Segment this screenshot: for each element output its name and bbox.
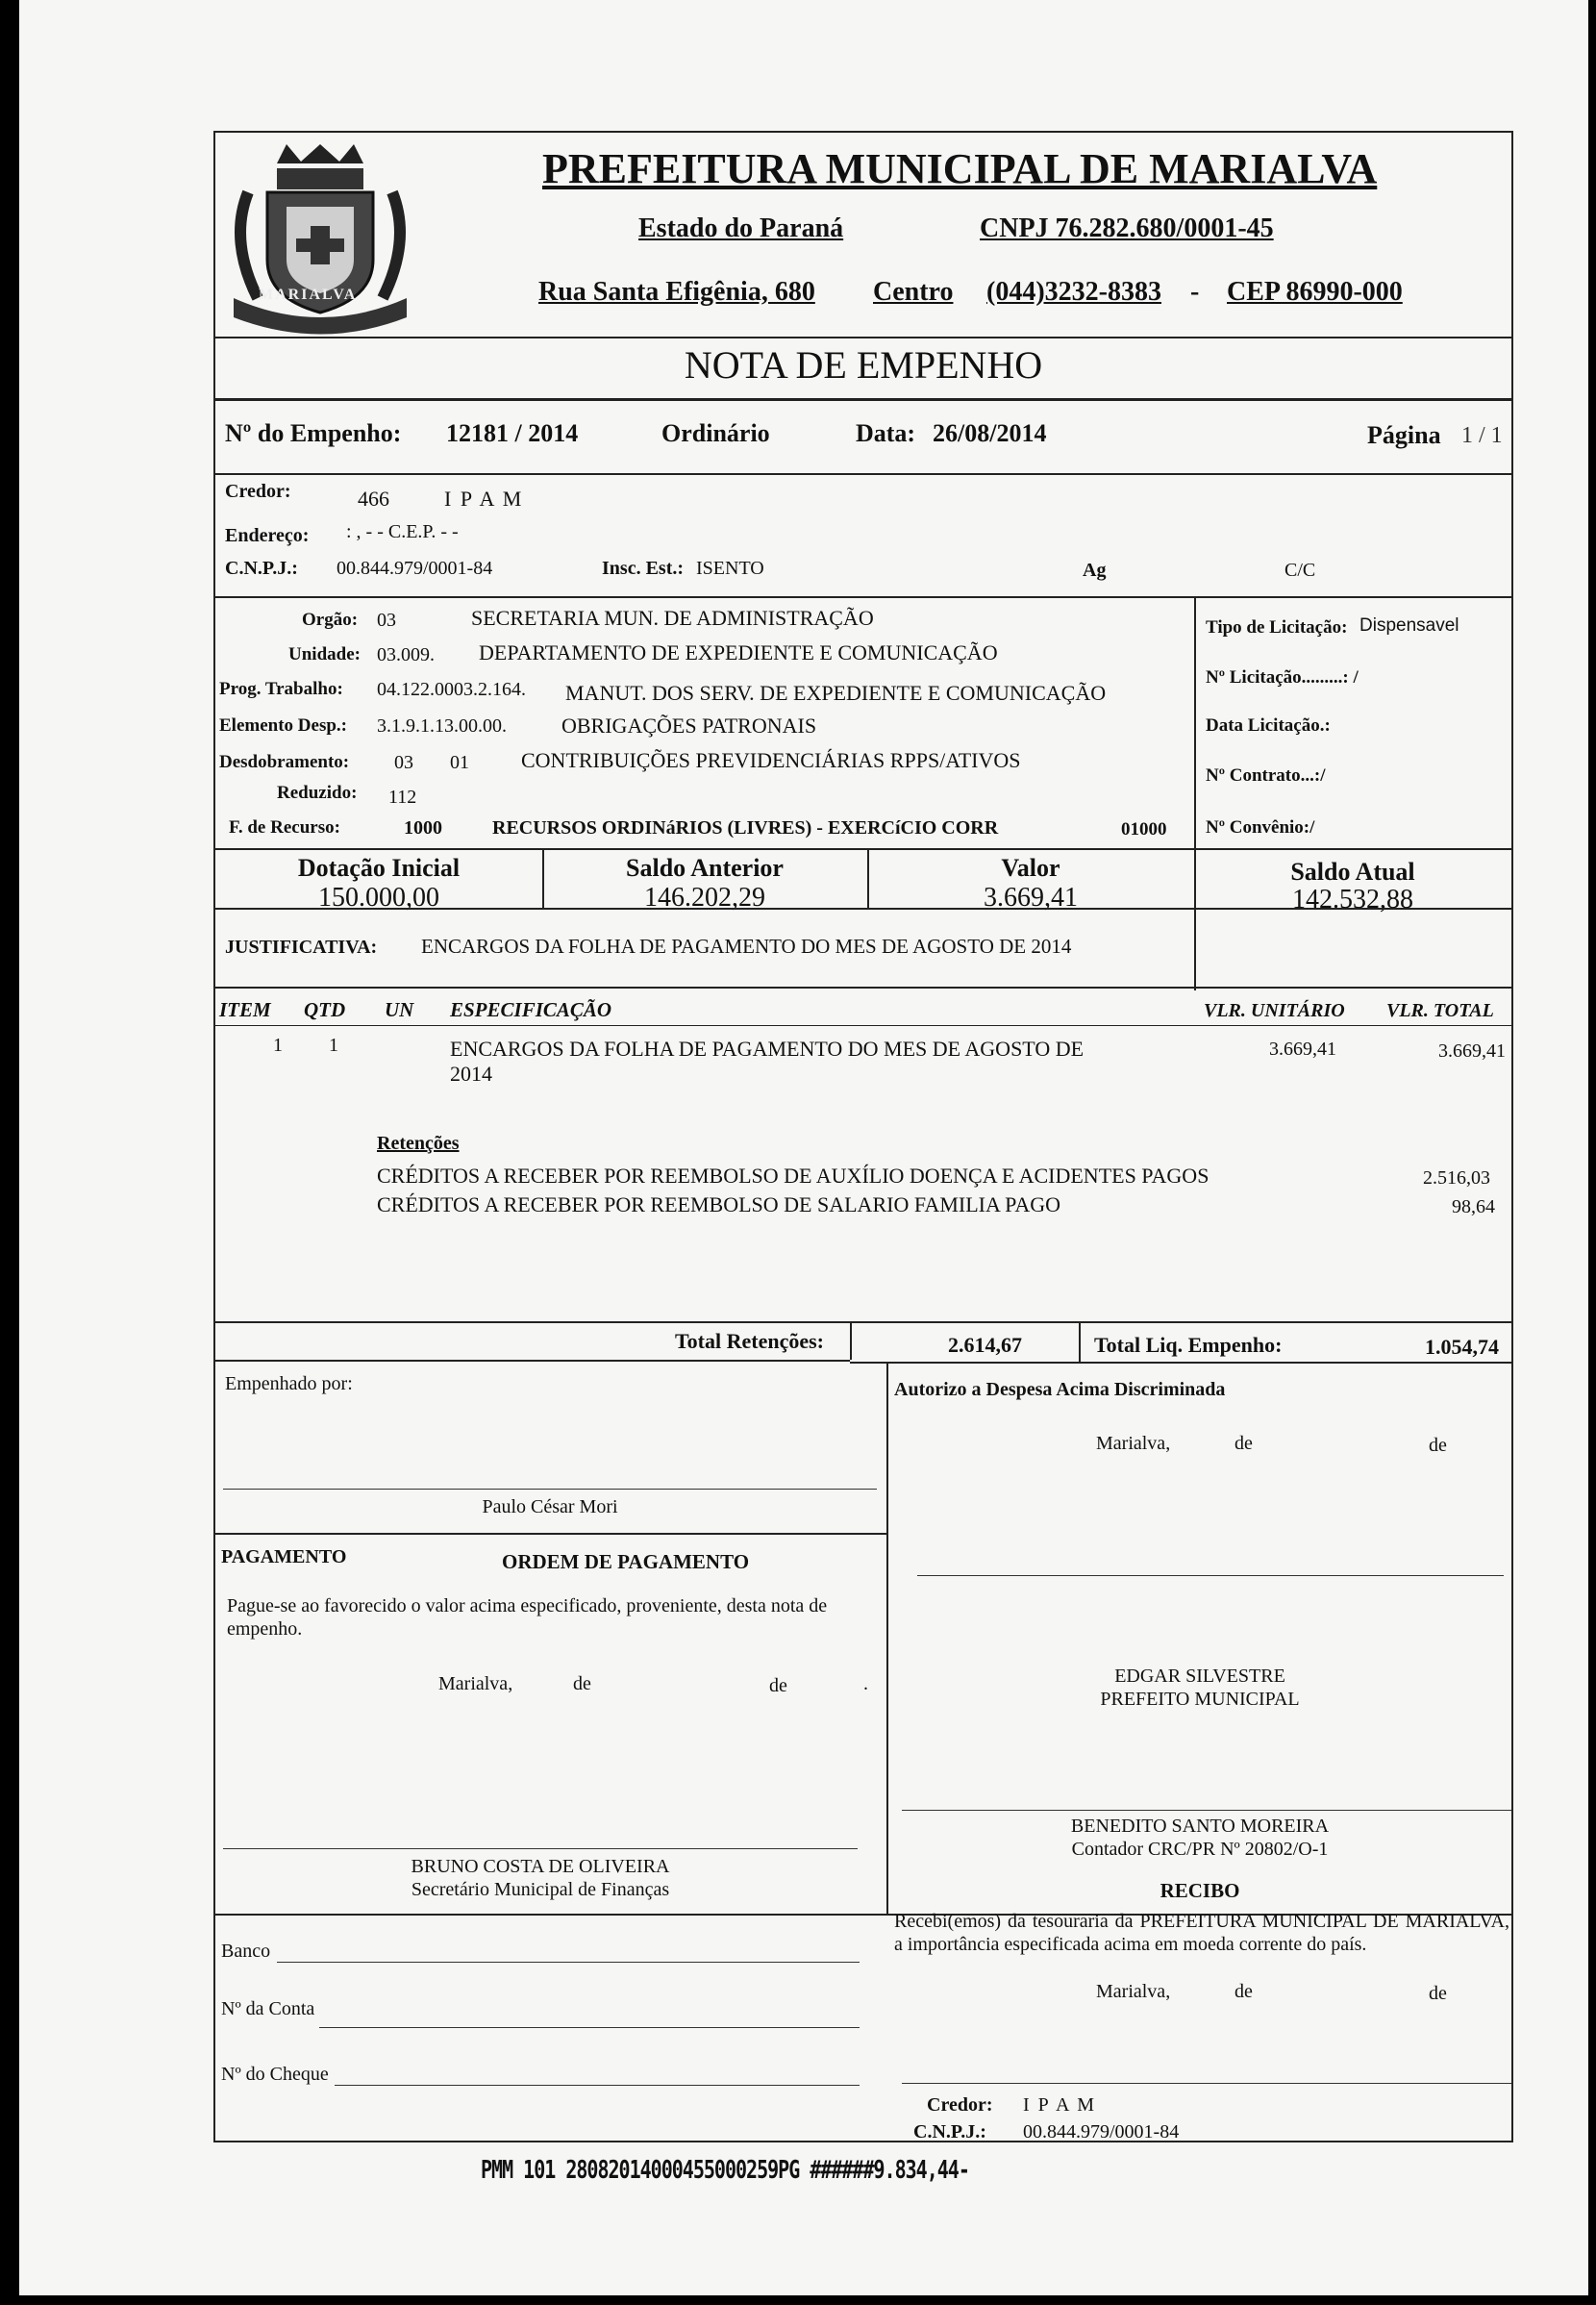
empenho-form — [213, 131, 1513, 2142]
header-state: Estado do Paraná — [638, 213, 844, 243]
header-cep: CEP 86990-000 — [1227, 277, 1403, 307]
autorizo-place: Marialva, — [1096, 1433, 1171, 1454]
rule-total-2 — [1079, 1323, 1081, 1362]
recibo-place: Marialva, — [1096, 1981, 1171, 2002]
licitacao-convenio: Nº Convênio:/ — [1206, 817, 1315, 838]
page-label: Página — [1367, 421, 1441, 449]
rule-total-1 — [850, 1321, 852, 1360]
saldo-atual-label: Saldo Atual — [1290, 858, 1415, 886]
contador-role: Contador CRC/PR Nº 20802/O-1 — [1071, 1839, 1329, 1860]
reduz-label: Reduzido: — [277, 783, 358, 803]
prefeito-name: EDGAR SILVESTRE — [1114, 1666, 1285, 1687]
crest-banner-text: MARIALVA — [259, 287, 358, 303]
desd-name: CONTRIBUIÇÕES PREVIDENCIÁRIAS RPPS/ATIVOS — [521, 748, 1021, 772]
empenhado-name: Paulo César Mori — [482, 1496, 618, 1517]
orgao-name: SECRETARIA MUN. DE ADMINISTRAÇÃO — [471, 606, 874, 630]
retencao-desc-2: CRÉDITOS A RECEBER POR REEMBOLSO DE SALARIO FAMILIA PAGO — [377, 1192, 1061, 1216]
elem-name: OBRIGAÇÕES PATRONAIS — [561, 714, 817, 738]
elem-label: Elemento Desp.: — [219, 715, 347, 736]
conta-field-line — [319, 2027, 860, 2028]
contador-name: BENEDITO SANTO MOREIRA — [1070, 1816, 1330, 1837]
rule-dotacao — [215, 596, 1511, 598]
prefeito-role: PREFEITO MUNICIPAL — [1100, 1689, 1300, 1710]
retencao-desc-1: CRÉDITOS A RECEBER POR REEMBOLSO DE AUXÍLIO DOENÇA E ACIDENTES PAGOS — [377, 1164, 1209, 1188]
rule-credor — [215, 473, 1511, 475]
rule-title — [215, 398, 1511, 401]
ag-label: Ag — [1083, 560, 1107, 581]
desd-label: Desdobramento: — [219, 752, 350, 772]
insc-label: Insc. Est.: — [602, 558, 685, 579]
page-number: 1 / 1 — [1461, 423, 1503, 448]
cheque-field-line — [335, 2085, 860, 2086]
desd-code1: 03 — [394, 752, 413, 773]
cc-label: C/C — [1284, 560, 1316, 581]
address-label: Endereço: — [225, 525, 310, 546]
empenho-type: Ordinário — [661, 419, 770, 447]
conta-label: Nº da Conta — [221, 1998, 315, 2019]
secretario-name: BRUNO COSTA DE OLIVEIRA — [411, 1856, 670, 1877]
credor-label: Credor: — [225, 481, 291, 502]
rule-items-header — [215, 1025, 1511, 1026]
rule-items — [215, 987, 1511, 989]
header-phone: (044)3232-8383 — [986, 277, 1161, 307]
secretario-role: Secretário Municipal de Finanças — [411, 1879, 670, 1900]
rule-justificativa — [215, 908, 1511, 910]
rule-saldos — [215, 848, 1511, 850]
col-spec: ESPECIFICAÇÃO — [450, 998, 612, 1021]
reduz-code: 112 — [388, 787, 417, 808]
empenho-date-label: Data: — [856, 419, 916, 447]
empenhado-signature-line — [223, 1489, 877, 1490]
saldo-anterior: 146.202,29 — [644, 883, 765, 913]
autorizo-de-2: de — [1429, 1435, 1447, 1456]
pagamento-label: PAGAMENTO — [221, 1546, 347, 1567]
item-spec-line1: ENCARGOS DA FOLHA DE PAGAMENTO DO MES DE AGOSTO DE — [450, 1037, 1085, 1061]
empenho-date: 26/08/2014 — [933, 419, 1047, 447]
rule-licitacao-sep — [1194, 596, 1196, 990]
recibo-label: RECIBO — [1160, 1879, 1240, 1902]
retencoes-label: Retenções — [377, 1133, 460, 1154]
banco-label: Banco — [221, 1941, 271, 1962]
credor-cnpj: 00.844.979/0001-84 — [337, 558, 493, 579]
dotacao-inicial: 150.000,00 — [318, 883, 439, 913]
credor-name: I P A M — [444, 487, 524, 511]
licitacao-tipo: Dispensavel — [1359, 615, 1459, 636]
licitacao-data: Data Licitação.: — [1206, 715, 1331, 736]
saldo-atual: 142.532,88 — [1292, 885, 1413, 914]
unidade-name: DEPARTAMENTO DE EXPEDIENTE E COMUNICAÇÃO — [479, 640, 998, 664]
rule-autorizo-top — [850, 1362, 1511, 1364]
scan-border-right — [1588, 0, 1596, 2305]
header-cnpj: CNPJ 76.282.680/0001-45 — [980, 213, 1274, 243]
pagamento-de-1: de — [573, 1673, 591, 1694]
orgao-code: 03 — [377, 610, 396, 631]
item-spec-line2: 2014 — [450, 1062, 492, 1086]
header-district: Centro — [873, 277, 954, 307]
justificativa-label: JUSTIFICATIVA: — [225, 937, 378, 958]
bank-stamp: PMM 101 28082014000455000259PG ######9.834,44- — [481, 2154, 969, 2185]
col-unit: VLR. UNITÁRIO — [1204, 1000, 1345, 1021]
empenho-number: 12181 / 2014 — [446, 419, 579, 447]
autorizo-de-1: de — [1234, 1433, 1253, 1454]
prog-label: Prog. Trabalho: — [219, 679, 343, 699]
rule-pagamento — [215, 1533, 886, 1535]
pagamento-dot: . — [863, 1673, 868, 1694]
elem-code: 3.1.9.1.13.00.00. — [377, 715, 507, 737]
fonte-code2: 01000 — [1121, 819, 1167, 839]
retencao-value-1: 2.516,03 — [1423, 1167, 1490, 1189]
licitacao-num: Nº Licitação.........: / — [1206, 667, 1359, 688]
recibo-de-1: de — [1234, 1981, 1253, 2002]
retencao-value-2: 98,64 — [1452, 1196, 1495, 1217]
licitacao-tipo-label: Tipo de Licitação: — [1206, 617, 1348, 638]
recibo-de-2: de — [1429, 1983, 1447, 2004]
header-dash: - — [1190, 277, 1200, 307]
orgao-label: Orgão: — [302, 610, 359, 630]
credor-code: 466 — [358, 487, 389, 511]
justificativa-text: ENCARGOS DA FOLHA DE PAGAMENTO DO MES DE AGOSTO DE 2014 — [421, 935, 1072, 958]
address-value: : , - - C.E.P. - - — [346, 521, 459, 542]
total-liq-label: Total Liq. Empenho: — [1094, 1333, 1283, 1357]
col-item: ITEM — [219, 998, 271, 1021]
header-street: Rua Santa Efigênia, 680 — [538, 277, 815, 307]
banco-field-line — [277, 1962, 860, 1963]
total-retencoes-label: Total Retenções: — [675, 1329, 824, 1353]
prefeito-signature-line — [917, 1575, 1504, 1576]
pagamento-text: Pague-se ao favorecido o valor acima especificado, proveniente, desta nota de empenho. — [227, 1595, 828, 1640]
recibo-credor-label: Credor: — [927, 2094, 993, 2116]
col-un: UN — [385, 998, 414, 1021]
prog-code: 04.122.0003.2.164. — [377, 679, 526, 700]
total-liq: 1.054,74 — [1425, 1335, 1499, 1359]
insc-value: ISENTO — [696, 558, 764, 579]
total-retencoes: 2.614,67 — [948, 1333, 1022, 1357]
rule-empenhado-top — [215, 1360, 850, 1362]
recibo-cnpj: 00.844.979/0001-84 — [1023, 2121, 1180, 2142]
rule-totals — [215, 1321, 1511, 1323]
unidade-code: 03.009. — [377, 644, 435, 665]
fonte-code: 1000 — [404, 817, 442, 839]
item-qtd: 1 — [329, 1035, 338, 1056]
contador-signature-line — [902, 1810, 1511, 1811]
licitacao-contrato: Nº Contrato...:/ — [1206, 765, 1326, 786]
item-number: 1 — [273, 1035, 283, 1056]
valor-label: Valor — [1001, 854, 1060, 882]
col-qtd: QTD — [304, 998, 346, 1021]
scan-border-left — [0, 0, 19, 2305]
prog-name: MANUT. DOS SERV. DE EXPEDIENTE E COMUNICAÇÃO — [565, 681, 1107, 705]
doc-title: NOTA DE EMPENHO — [684, 343, 1043, 387]
unidade-label: Unidade: — [288, 644, 361, 664]
crest-icon — [219, 144, 421, 337]
item-unit: 3.669,41 — [1269, 1039, 1336, 1060]
empenho-number-label: Nº do Empenho: — [225, 419, 402, 447]
pagamento-place: Marialva, — [438, 1673, 513, 1694]
recibo-signature-line — [902, 2083, 1511, 2084]
desd-code2: 01 — [450, 752, 469, 773]
empenhado-label: Empenhado por: — [225, 1373, 353, 1394]
col-total: VLR. TOTAL — [1386, 1000, 1494, 1021]
saldo-anterior-label: Saldo Anterior — [626, 854, 784, 882]
scan-border-bottom — [0, 2295, 1596, 2305]
recibo-text: Recebi(emos) da tesouraria da PREFEITURA MUNICIPAL DE MARIALVA, a importância especificada acima em moeda corrente do país. — [894, 1911, 1509, 1955]
ordem-pagamento-label: ORDEM DE PAGAMENTO — [502, 1550, 750, 1573]
secretario-signature-line — [223, 1848, 858, 1849]
valor: 3.669,41 — [984, 883, 1078, 913]
recibo-credor: I P A M — [1023, 2094, 1097, 2116]
autorizo-label: Autorizo a Despesa Acima Discriminada — [894, 1379, 1226, 1400]
item-total: 3.669,41 — [1438, 1040, 1506, 1062]
fonte-label: F. de Recurso: — [229, 817, 340, 838]
recibo-cnpj-label: C.N.P.J.: — [913, 2121, 986, 2142]
credor-cnpj-label: C.N.P.J.: — [225, 558, 298, 579]
header-title: PREFEITURA MUNICIPAL DE MARIALVA — [542, 145, 1378, 192]
dotacao-inicial-label: Dotação Inicial — [297, 854, 461, 882]
cheque-label: Nº do Cheque — [221, 2064, 329, 2085]
pagamento-de-2: de — [769, 1675, 787, 1696]
fonte-name: RECURSOS ORDINáRIOS (LIVRES) - EXERCíCIO CORR — [492, 817, 999, 839]
